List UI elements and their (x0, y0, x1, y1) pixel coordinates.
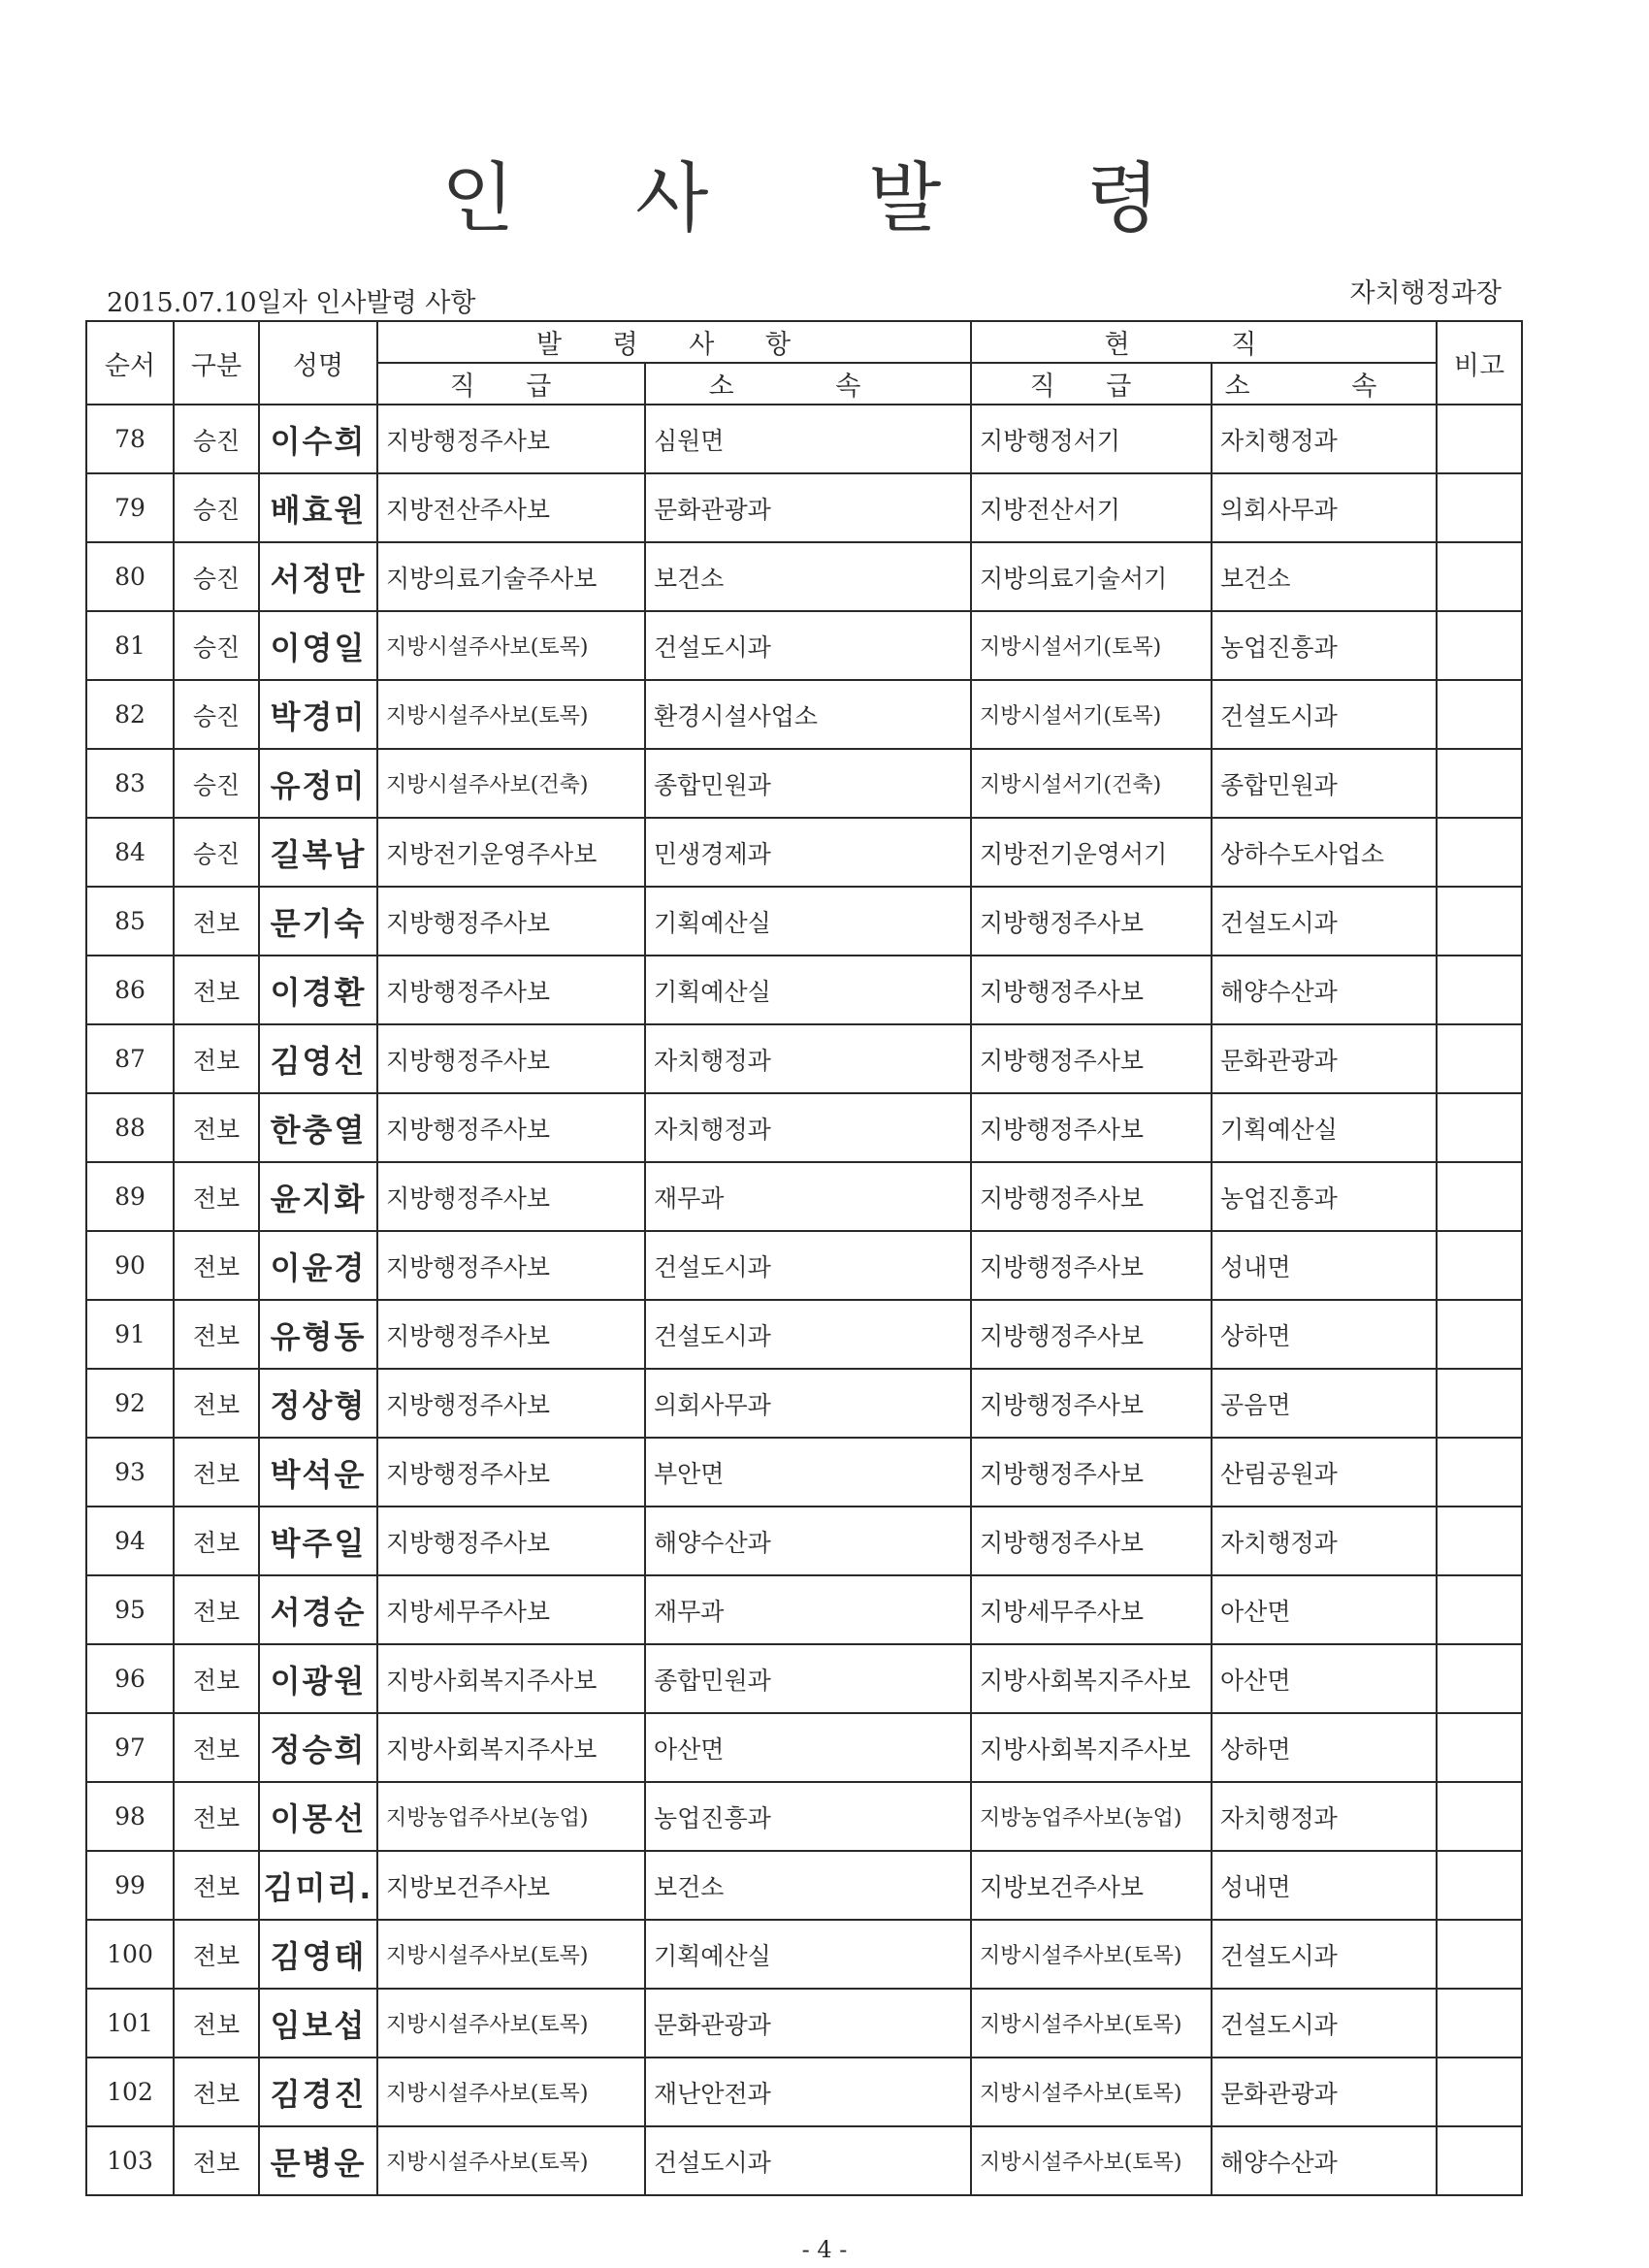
row-type: 전보 (174, 1507, 259, 1575)
row-current-affiliation: 공음면 (1212, 1369, 1437, 1438)
department-label: 자치행정과장 (1349, 278, 1502, 308)
header-current-rank: 직 급 (971, 363, 1212, 405)
row-type: 전보 (174, 1093, 259, 1162)
row-remark (1437, 1713, 1522, 1782)
page-title (0, 146, 1649, 252)
table-row (86, 1920, 1522, 1989)
row-affiliation: 기획예산실 (645, 956, 971, 1024)
row-current-rank: 지방의료기술서기 (971, 542, 1212, 611)
row-type: 승진 (174, 405, 259, 473)
row-no: 81 (86, 611, 174, 680)
row-remark (1437, 1507, 1522, 1575)
row-affiliation: 재난안전과 (645, 2057, 971, 2126)
row-current-rank: 지방행정주사보 (971, 1093, 1212, 1162)
row-current-rank: 지방시설주사보(토목) (971, 2057, 1212, 2126)
page-number: - 4 - (801, 2236, 848, 2263)
row-current-affiliation: 자치행정과 (1212, 1507, 1437, 1575)
row-remark (1437, 611, 1522, 680)
row-type: 승진 (174, 473, 259, 542)
row-no: 88 (86, 1093, 174, 1162)
row-type: 전보 (174, 1438, 259, 1507)
row-rank: 지방사회복지주사보 (377, 1713, 645, 1782)
row-name: 김미리. (259, 1851, 377, 1920)
table-row (86, 749, 1522, 818)
row-current-affiliation: 농업진흥과 (1212, 1162, 1437, 1231)
row-type: 전보 (174, 956, 259, 1024)
row-remark (1437, 2057, 1522, 2126)
row-remark (1437, 1231, 1522, 1300)
row-rank: 지방시설주사보(토목) (377, 1920, 645, 1989)
row-no: 97 (86, 1713, 174, 1782)
row-name: 문기숙 (259, 887, 377, 956)
row-remark (1437, 1920, 1522, 1989)
table-row (86, 680, 1522, 749)
row-rank: 지방행정주사보 (377, 1369, 645, 1438)
row-no: 102 (86, 2057, 174, 2126)
header-appointment: 발 령 사 항 (377, 321, 971, 363)
row-type: 전보 (174, 1713, 259, 1782)
row-current-rank: 지방행정주사보 (971, 1507, 1212, 1575)
row-rank: 지방행정주사보 (377, 1231, 645, 1300)
table-row (86, 2057, 1522, 2126)
row-rank: 지방시설주사보(토목) (377, 1989, 645, 2057)
row-affiliation: 재무과 (645, 1575, 971, 1644)
row-remark (1437, 542, 1522, 611)
header-current-affiliation: 소 속 (1212, 363, 1437, 405)
header-rank: 직 급 (377, 363, 645, 405)
row-remark (1437, 2126, 1522, 2195)
title-char-3: 발 (868, 155, 942, 243)
row-remark (1437, 1093, 1522, 1162)
row-name: 박주일 (259, 1507, 377, 1575)
row-no: 91 (86, 1300, 174, 1369)
row-current-rank: 지방시설주사보(토목) (971, 2126, 1212, 2195)
title-char-4: 령 (1086, 155, 1160, 243)
row-name: 배효원 (259, 473, 377, 542)
row-no: 80 (86, 542, 174, 611)
row-rank: 지방시설주사보(토목) (377, 611, 645, 680)
row-current-rank: 지방행정주사보 (971, 1162, 1212, 1231)
row-affiliation: 아산면 (645, 1713, 971, 1782)
row-name: 김영태 (259, 1920, 377, 1989)
row-name: 이윤경 (259, 1231, 377, 1300)
row-name: 서경순 (259, 1575, 377, 1644)
row-current-affiliation: 자치행정과 (1212, 1782, 1437, 1851)
row-name: 문병운 (259, 2126, 377, 2195)
row-remark (1437, 818, 1522, 887)
row-affiliation: 민생경제과 (645, 818, 971, 887)
table-row (86, 405, 1522, 473)
row-affiliation: 건설도시과 (645, 2126, 971, 2195)
row-name: 이경환 (259, 956, 377, 1024)
row-no: 92 (86, 1369, 174, 1438)
row-current-rank: 지방시설서기(토목) (971, 611, 1212, 680)
table-row (86, 1024, 1522, 1093)
row-name: 임보섭 (259, 1989, 377, 2057)
row-rank: 지방행정주사보 (377, 956, 645, 1024)
row-current-affiliation: 보건소 (1212, 542, 1437, 611)
row-remark (1437, 1024, 1522, 1093)
row-affiliation: 환경시설사업소 (645, 680, 971, 749)
title-char-2: 사 (635, 155, 709, 243)
row-rank: 지방행정주사보 (377, 887, 645, 956)
row-no: 84 (86, 818, 174, 887)
row-name: 한충열 (259, 1093, 377, 1162)
row-rank: 지방전산주사보 (377, 473, 645, 542)
row-no: 98 (86, 1782, 174, 1851)
table-row (86, 1507, 1522, 1575)
row-affiliation: 보건소 (645, 542, 971, 611)
row-current-rank: 지방농업주사보(농업) (971, 1782, 1212, 1851)
table-row (86, 1782, 1522, 1851)
table-row (86, 473, 1522, 542)
row-current-rank: 지방전산서기 (971, 473, 1212, 542)
row-type: 전보 (174, 887, 259, 956)
row-current-rank: 지방행정주사보 (971, 956, 1212, 1024)
row-current-affiliation: 산림공원과 (1212, 1438, 1437, 1507)
row-no: 87 (86, 1024, 174, 1093)
row-current-rank: 지방시설주사보(토목) (971, 1989, 1212, 2057)
row-affiliation: 기획예산실 (645, 1920, 971, 1989)
table-row (86, 542, 1522, 611)
row-affiliation: 건설도시과 (645, 611, 971, 680)
row-affiliation: 자치행정과 (645, 1024, 971, 1093)
row-no: 78 (86, 405, 174, 473)
row-current-rank: 지방보건주사보 (971, 1851, 1212, 1920)
row-remark (1437, 1575, 1522, 1644)
row-type: 전보 (174, 1231, 259, 1300)
row-remark (1437, 887, 1522, 956)
row-affiliation: 문화관광과 (645, 1989, 971, 2057)
row-affiliation: 심원면 (645, 405, 971, 473)
row-affiliation: 건설도시과 (645, 1231, 971, 1300)
row-current-rank: 지방행정주사보 (971, 1369, 1212, 1438)
row-name: 박석운 (259, 1438, 377, 1507)
row-current-affiliation: 의회사무과 (1212, 473, 1437, 542)
row-rank: 지방시설주사보(토목) (377, 2057, 645, 2126)
row-type: 전보 (174, 1989, 259, 2057)
row-name: 유형동 (259, 1300, 377, 1369)
row-current-affiliation: 종합민원과 (1212, 749, 1437, 818)
row-current-affiliation: 건설도시과 (1212, 1920, 1437, 1989)
row-current-affiliation: 건설도시과 (1212, 680, 1437, 749)
row-rank: 지방사회복지주사보 (377, 1644, 645, 1713)
row-name: 김영선 (259, 1024, 377, 1093)
row-affiliation: 기획예산실 (645, 887, 971, 956)
row-remark (1437, 956, 1522, 1024)
table-row (86, 818, 1522, 887)
row-current-rank: 지방사회복지주사보 (971, 1644, 1212, 1713)
title-char-1: 인 (441, 155, 515, 243)
row-type: 전보 (174, 2057, 259, 2126)
table-row (86, 1093, 1522, 1162)
table-row (86, 1300, 1522, 1369)
row-name: 김경진 (259, 2057, 377, 2126)
row-no: 93 (86, 1438, 174, 1507)
row-remark (1437, 680, 1522, 749)
appointment-table (85, 320, 1523, 2196)
row-rank: 지방행정주사보 (377, 1300, 645, 1369)
row-current-affiliation: 아산면 (1212, 1575, 1437, 1644)
row-rank: 지방보건주사보 (377, 1851, 645, 1920)
row-current-affiliation: 상하면 (1212, 1713, 1437, 1782)
row-remark (1437, 1162, 1522, 1231)
table-row (86, 1231, 1522, 1300)
row-no: 89 (86, 1162, 174, 1231)
row-current-rank: 지방행정주사보 (971, 1438, 1212, 1507)
table-row (86, 1644, 1522, 1713)
row-affiliation: 건설도시과 (645, 1300, 971, 1369)
row-rank: 지방시설주사보(토목) (377, 680, 645, 749)
row-name: 이광원 (259, 1644, 377, 1713)
row-rank: 지방농업주사보(농업) (377, 1782, 645, 1851)
row-remark (1437, 1300, 1522, 1369)
row-current-affiliation: 자치행정과 (1212, 405, 1437, 473)
row-current-affiliation: 문화관광과 (1212, 2057, 1437, 2126)
row-rank: 지방행정주사보 (377, 1093, 645, 1162)
row-current-affiliation: 해양수산과 (1212, 2126, 1437, 2195)
row-remark (1437, 1851, 1522, 1920)
row-remark (1437, 473, 1522, 542)
row-current-rank: 지방세무주사보 (971, 1575, 1212, 1644)
row-no: 96 (86, 1644, 174, 1713)
row-no: 83 (86, 749, 174, 818)
row-affiliation: 부안면 (645, 1438, 971, 1507)
row-remark (1437, 1644, 1522, 1713)
row-rank: 지방행정주사보 (377, 1024, 645, 1093)
table-row (86, 1713, 1522, 1782)
row-affiliation: 의회사무과 (645, 1369, 971, 1438)
row-affiliation: 재무과 (645, 1162, 971, 1231)
row-no: 103 (86, 2126, 174, 2195)
header-remark: 비고 (1437, 321, 1522, 405)
table-row (86, 1369, 1522, 1438)
row-rank: 지방시설주사보(건축) (377, 749, 645, 818)
row-no: 94 (86, 1507, 174, 1575)
row-current-affiliation: 해양수산과 (1212, 956, 1437, 1024)
row-type: 승진 (174, 818, 259, 887)
row-current-affiliation: 성내면 (1212, 1851, 1437, 1920)
row-affiliation: 자치행정과 (645, 1093, 971, 1162)
header-name: 성명 (259, 321, 377, 405)
row-rank: 지방세무주사보 (377, 1575, 645, 1644)
row-no: 85 (86, 887, 174, 956)
row-current-rank: 지방행정주사보 (971, 1024, 1212, 1093)
table-row (86, 1851, 1522, 1920)
row-no: 95 (86, 1575, 174, 1644)
row-type: 승진 (174, 749, 259, 818)
row-affiliation: 종합민원과 (645, 1644, 971, 1713)
row-type: 전보 (174, 1162, 259, 1231)
row-type: 전보 (174, 1575, 259, 1644)
row-type: 전보 (174, 1024, 259, 1093)
row-type: 전보 (174, 1369, 259, 1438)
row-current-rank: 지방전기운영서기 (971, 818, 1212, 887)
row-current-rank: 지방사회복지주사보 (971, 1713, 1212, 1782)
row-rank: 지방의료기술주사보 (377, 542, 645, 611)
row-current-rank: 지방시설주사보(토목) (971, 1920, 1212, 1989)
row-current-affiliation: 농업진흥과 (1212, 611, 1437, 680)
table-row (86, 1162, 1522, 1231)
row-affiliation: 농업진흥과 (645, 1782, 971, 1851)
row-no: 86 (86, 956, 174, 1024)
row-affiliation: 문화관광과 (645, 473, 971, 542)
row-no: 79 (86, 473, 174, 542)
row-rank: 지방행정주사보 (377, 1507, 645, 1575)
row-current-affiliation: 기획예산실 (1212, 1093, 1437, 1162)
row-current-affiliation: 건설도시과 (1212, 1989, 1437, 2057)
row-name: 윤지화 (259, 1162, 377, 1231)
row-rank: 지방행정주사보 (377, 1162, 645, 1231)
row-name: 이영일 (259, 611, 377, 680)
row-current-rank: 지방행정주사보 (971, 887, 1212, 956)
table-row (86, 1989, 1522, 2057)
row-no: 90 (86, 1231, 174, 1300)
row-type: 전보 (174, 1300, 259, 1369)
row-remark (1437, 405, 1522, 473)
table-row (86, 611, 1522, 680)
row-current-affiliation: 아산면 (1212, 1644, 1437, 1713)
row-type: 전보 (174, 1644, 259, 1713)
row-type: 전보 (174, 1920, 259, 1989)
row-no: 99 (86, 1851, 174, 1920)
row-current-affiliation: 성내면 (1212, 1231, 1437, 1300)
row-name: 유정미 (259, 749, 377, 818)
table-row (86, 887, 1522, 956)
row-current-rank: 지방시설서기(건축) (971, 749, 1212, 818)
table-row (86, 1575, 1522, 1644)
row-type: 전보 (174, 1851, 259, 1920)
row-name: 서정만 (259, 542, 377, 611)
row-current-affiliation: 상하수도사업소 (1212, 818, 1437, 887)
row-rank: 지방행정주사보 (377, 405, 645, 473)
row-affiliation: 보건소 (645, 1851, 971, 1920)
table-body (86, 405, 1522, 2195)
header-affiliation: 소 속 (645, 363, 971, 405)
row-type: 전보 (174, 2126, 259, 2195)
row-name: 길복남 (259, 818, 377, 887)
row-remark (1437, 1369, 1522, 1438)
row-rank: 지방전기운영주사보 (377, 818, 645, 887)
row-type: 전보 (174, 1782, 259, 1851)
header-type: 구분 (174, 321, 259, 405)
row-rank: 지방시설주사보(토목) (377, 2126, 645, 2195)
row-current-affiliation: 상하면 (1212, 1300, 1437, 1369)
table-row (86, 2126, 1522, 2195)
row-current-affiliation: 건설도시과 (1212, 887, 1437, 956)
row-remark (1437, 1782, 1522, 1851)
row-name: 박경미 (259, 680, 377, 749)
row-remark (1437, 749, 1522, 818)
row-no: 101 (86, 1989, 174, 2057)
header-current: 현 직 (971, 321, 1437, 363)
row-affiliation: 종합민원과 (645, 749, 971, 818)
table-row (86, 956, 1522, 1024)
row-remark (1437, 1438, 1522, 1507)
row-remark (1437, 1989, 1522, 2057)
row-name: 정상형 (259, 1369, 377, 1438)
row-rank: 지방행정주사보 (377, 1438, 645, 1507)
row-type: 승진 (174, 680, 259, 749)
row-current-rank: 지방행정주사보 (971, 1300, 1212, 1369)
row-no: 100 (86, 1920, 174, 1989)
row-current-rank: 지방행정서기 (971, 405, 1212, 473)
row-current-rank: 지방시설서기(토목) (971, 680, 1212, 749)
table-row (86, 1438, 1522, 1507)
row-name: 정승희 (259, 1713, 377, 1782)
document-subtitle: 2015.07.10일자 인사발령 사항 (107, 288, 476, 318)
row-no: 82 (86, 680, 174, 749)
row-name: 이수희 (259, 405, 377, 473)
header-no: 순서 (86, 321, 174, 405)
row-type: 승진 (174, 611, 259, 680)
row-name: 이몽선 (259, 1782, 377, 1851)
row-affiliation: 해양수산과 (645, 1507, 971, 1575)
row-type: 승진 (174, 542, 259, 611)
row-current-rank: 지방행정주사보 (971, 1231, 1212, 1300)
row-current-affiliation: 문화관광과 (1212, 1024, 1437, 1093)
